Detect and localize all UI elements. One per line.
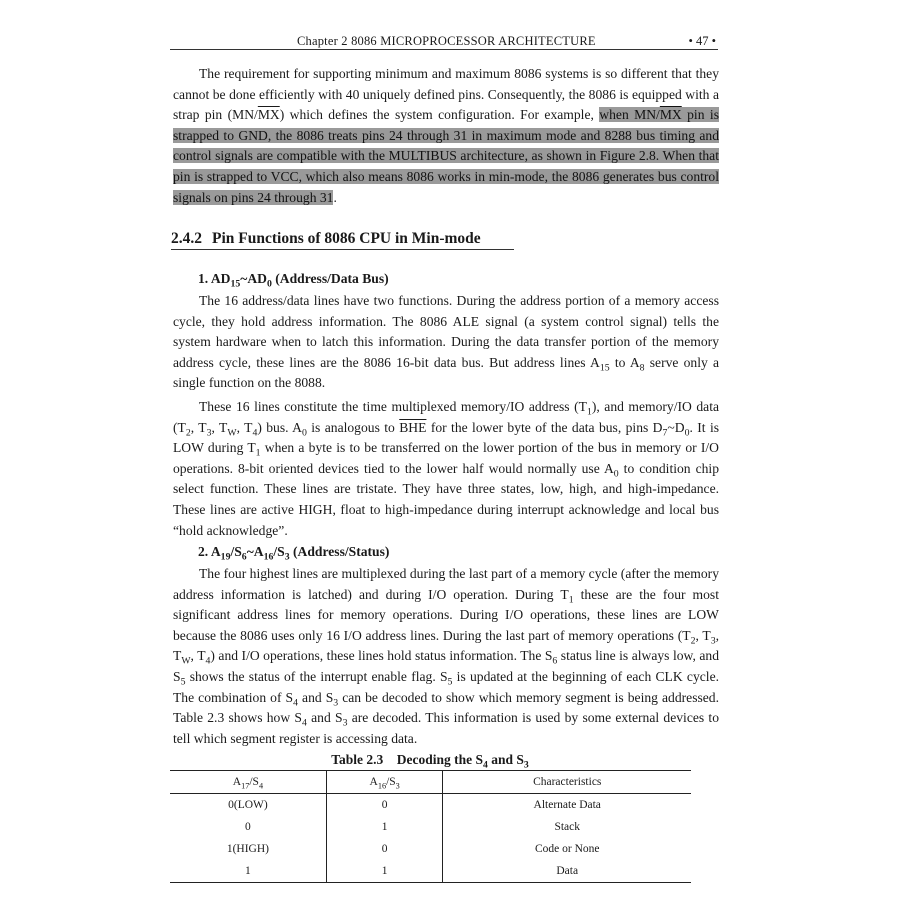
table-cell: 0: [326, 794, 443, 817]
decoding-table: [170, 770, 691, 883]
table-cell: 0: [245, 821, 251, 833]
mx-overline: $\overline{MX}$: [257, 107, 280, 123]
table-cell: Code or None: [443, 838, 691, 860]
col-header-characteristics: Characteristics: [443, 771, 691, 794]
table-row: [170, 816, 691, 838]
table-row: [170, 860, 691, 883]
table-cell: Stack: [443, 816, 691, 838]
table-row: [170, 794, 691, 817]
table-cell: 0: [326, 838, 443, 860]
table-header-row: [170, 771, 691, 794]
table-cell: Data: [443, 860, 691, 883]
section-heading: [171, 230, 514, 250]
table-cell: 0(LOW): [228, 799, 268, 811]
chapter-title: Chapter 2 8086 MICROPROCESSOR ARCHITECTURE: [297, 34, 596, 48]
running-header: [170, 34, 718, 50]
table-cell: Alternate Data: [443, 794, 691, 817]
table-cell: 1: [245, 865, 251, 877]
page-number: • 47 •: [688, 34, 716, 48]
section-title: Pin Functions of 8086 CPU in Min-mode: [212, 230, 481, 247]
table-cell: 1(HIGH): [226, 843, 269, 855]
table-cell: 1: [326, 860, 443, 883]
paragraph-address-status: The four highest lines are multiplexed during the last part of a memory cycle (after the memory address information is latched) and during I/O operation. During $T_1$ these are the four most significant address lines for memory operations. During I/O operations, these lines are LOW because the 8086 uses only 16 I/O address lines. During the last part of memory operations ($T_2$, $T_3$, $T_W$, $T_4$) and I/O operations, these lines hold status information. The $S_6$ status line is always low, and $S_5$ shows the status of the interrupt enable flag. $S_5$ is updated at the beginning of each CLK cycle. The combination of $S_4$ and $S_3$ can be decoded to show which memory segment is being addressed. Table 2.3 shows how $S_4$ and $S_3$ are decoded. This information is used by some external devices to tell which segment register is accessing data.: [173, 566, 720, 746]
subheading-address-status: 2. $A_{19}/S_6\sim A_{16}/S_3$ (Address/Status): [198, 544, 390, 563]
highlighted-text: when $MN/\overline{MX}$ pin is strapped to GND, the 8086 treats pins 24 through 31 in maximum mode and 8288 bus timing and control signals are compatible with the MULTIBUS architecture, as shown in Figure 2.8. When that pin is strapped to VCC, which also means 8086 works in min-mode, the 8086 generates bus control signals on pins 24 through 31: [173, 107, 719, 205]
table-caption: Table 2.3 Decoding the $S_4$ and $S_3$: [331, 752, 529, 771]
table-cell: 1: [326, 816, 443, 838]
paragraph-multiplexed-bus: These 16 lines constitute the time multiplexed memory/IO address $(T_1)$, and memory/IO data ($T_2$, $T_3$, $T_W$, $T_4$) bus. $A_0$ is analogous to $\overline{BHE}$ for the lower byte of the data bus, pins $D_7\sim D_0$. It is LOW during $T_1$ when a byte is to be transferred on the lower portion of the bus in memory or I/O operations. 8-bit oriented devices tied to the lower half would normally use $A_0$ to condition chip select function. These lines are tristate. They have three states, low, high, and high-impedance. These lines are active HIGH, float to high-impedance during interrupt acknowledge and local bus “hold acknowledge”.: [173, 399, 720, 538]
intro-paragraph: The requirement for supporting minimum and maximum 8086 systems is so different that they cannot be done efficiently with 40 uniquely defined pins. Consequently, the 8086 is equipped with a strap pin $(MN/\overline{MX})$ which defines the system configuration. For example, when $MN/\overline{MX}$ pin is strapped to GND, the 8086 treats pins 24 through 31 in maximum mode and 8288 bus timing and control signals are compatible with the MULTIBUS architecture, as shown in Figure 2.8. When that pin is strapped to VCC, which also means 8086 works in min-mode, the 8086 generates bus control signals on pins 24 through 31.: [173, 66, 719, 205]
bhe-overline: $\overline{BHE}$: [399, 419, 427, 435]
subheading-address-data-bus: 1. $AD_{15}\sim AD_0$ (Address/Data Bus): [198, 271, 389, 290]
col-header-a16-s3: $A_{16}/S_3$: [326, 771, 443, 794]
col-header-a17-s4: $A_{17}/S_4$: [170, 771, 326, 794]
table-row: [170, 838, 691, 860]
section-number: 2.4.2: [171, 230, 202, 247]
paragraph-ad-functions: The 16 address/data lines have two functions. During the address portion of a memory access cycle, they hold address information. The 8086 ALE signal (a system control signal) tells the system hardware when to latch this information. During the data transfer portion of the memory address cycle, these lines are the 8086 16-bit data bus. But address lines $A_{15}$ to $A_8$ serve only a single function on the 8088.: [173, 293, 720, 391]
